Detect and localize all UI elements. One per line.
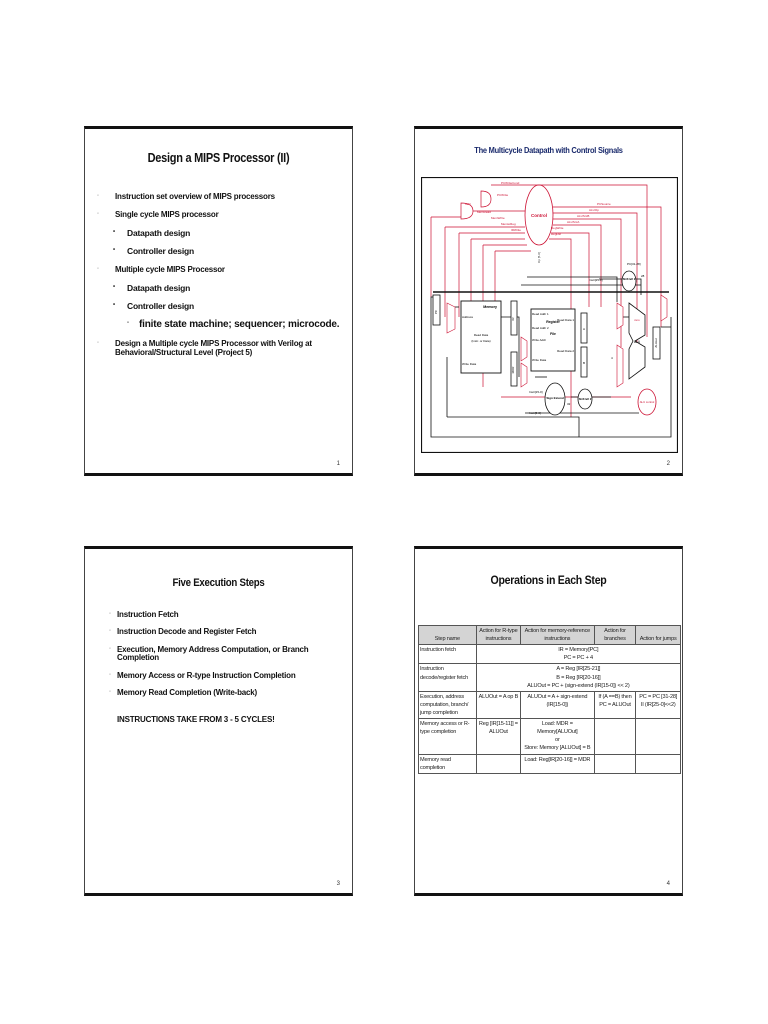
svg-text:Read Data 1: Read Data 1	[557, 318, 574, 322]
table-row	[419, 754, 681, 773]
svg-text:MemWrite: MemWrite	[491, 216, 505, 220]
bullet-icon: ◦	[97, 340, 99, 347]
table-row	[419, 645, 681, 664]
svg-text:32: 32	[567, 402, 571, 406]
slide-title: The Multicycle Datapath with Control Signals	[474, 145, 623, 155]
svg-text:B: B	[582, 361, 586, 365]
bullet-icon: •	[113, 228, 115, 235]
cycles-note: INSTRUCTIONS TAKE FROM 3 - 5 CYCLES!	[117, 715, 275, 725]
slide-1	[84, 126, 353, 476]
svg-text:Address: Address	[462, 315, 474, 319]
svg-text:Memory: Memory	[483, 305, 497, 309]
svg-text:Op [5-0]: Op [5-0]	[537, 252, 541, 263]
svg-text:ALU control: ALU control	[639, 400, 655, 404]
operations-table	[418, 625, 681, 774]
svg-text:Shift left 2: Shift left 2	[622, 278, 636, 281]
svg-text:RegWrite: RegWrite	[551, 226, 564, 230]
b-register	[581, 347, 587, 377]
bullet-item: • Controller design	[113, 300, 194, 311]
slide-title: Operations in Each Step	[490, 573, 607, 587]
svg-text:Write Data: Write Data	[532, 358, 547, 362]
svg-text:ALU: ALU	[633, 340, 641, 344]
step-name: Instruction fetch	[419, 645, 477, 664]
page-number: 1	[336, 461, 340, 467]
svg-text:MDR: MDR	[511, 366, 515, 374]
bullet-icon: •	[113, 283, 115, 290]
step-name: Execution, address computation, branch/ jump completion	[419, 691, 477, 718]
bullet-icon: ◦	[97, 265, 99, 272]
aluout-register	[653, 327, 660, 359]
branch-action	[594, 754, 636, 773]
svg-text:PCSource: PCSource	[597, 202, 611, 206]
bullet-icon: ◦	[97, 210, 99, 217]
bullet-item: • Datapath design	[113, 282, 191, 293]
slide-2	[414, 126, 683, 476]
regdst-mux	[521, 337, 527, 361]
svg-text:4: 4	[611, 356, 613, 360]
svg-text:Read Data: Read Data	[473, 333, 489, 337]
step-name: Memory access or R-type completion	[419, 719, 477, 754]
bullet-item: ◦ Instruction Decode and Register Fetch	[109, 627, 257, 637]
shared-action: IR = Memory[PC] PC = PC + 4	[476, 645, 680, 664]
svg-text:Shift left 2: Shift left 2	[578, 398, 592, 401]
bullet-icon: ◦	[109, 671, 111, 678]
bullet-icon: •	[113, 301, 115, 308]
alusrca-mux	[617, 303, 623, 329]
svg-text:A: A	[582, 327, 586, 331]
bullet-item: ◦ Single cycle MIPS processor	[97, 209, 219, 219]
svg-text:Write Addr: Write Addr	[532, 338, 546, 342]
svg-text:Instr[25-0]: Instr[25-0]	[589, 278, 603, 282]
bullet-list	[97, 193, 344, 367]
column-header: Action for branches	[594, 626, 636, 645]
table-row	[419, 664, 681, 691]
svg-text:Sign Extend: Sign Extend	[546, 396, 564, 400]
svg-text:Read Addr 1: Read Addr 1	[532, 312, 549, 316]
rtype-action	[476, 754, 521, 773]
svg-text:ALUSrcA: ALUSrcA	[567, 220, 580, 224]
bullet-icon: ◦	[109, 688, 111, 695]
bullet-icon: ◦	[97, 193, 99, 199]
mem-action: Load: Reg[IR[20-16]] = MDR	[521, 754, 594, 773]
svg-text:MemRead: MemRead	[477, 210, 491, 214]
svg-text:Register: Register	[546, 320, 560, 324]
shared-action: A = Reg [IR[25-21]] B = Reg [IR[20-16]] ALUOut = PC + (sign-extend (IR[15-0]) << 2)	[476, 664, 680, 691]
column-header: Step name	[419, 626, 477, 645]
memtoreg-mux	[521, 363, 527, 387]
rtype-action: ALUOut = A op B	[476, 691, 521, 718]
pc-register	[433, 295, 440, 325]
column-header: Action for memory-reference instructions	[521, 626, 594, 645]
page-number: 4	[666, 881, 670, 887]
bullet-icon: ◦	[109, 611, 111, 617]
bullet-item: ◦ Design a Multiple cycle MIPS Processor with Verilog at Behavioral/Structural Level (Project 5)	[97, 339, 312, 357]
branch-action	[594, 719, 636, 754]
page-number: 3	[336, 881, 340, 887]
svg-text:RegDst: RegDst	[551, 232, 562, 236]
jump-action: PC = PC [31-28] II (IR[25-0]<<2)	[636, 691, 681, 718]
ir-register	[511, 301, 517, 335]
svg-text:PC[31-28]: PC[31-28]	[627, 262, 641, 266]
bullet-list	[109, 611, 344, 724]
bullet-item: • Datapath design	[113, 227, 191, 238]
column-header: Action for R-type instructions	[476, 626, 521, 645]
slide-title: Five Execution Steps	[172, 577, 265, 589]
svg-text:Read Data 2: Read Data 2	[557, 349, 574, 353]
shift-left-2-bottom	[578, 389, 592, 409]
step-name: Memory read completion	[419, 754, 477, 773]
jump-action	[636, 719, 681, 754]
svg-text:ALUout: ALUout	[654, 338, 658, 348]
step-name: Instruction decode/register fetch	[419, 664, 477, 691]
slide-4	[414, 546, 683, 896]
bullet-item: ◦ Instruction set overview of MIPS processors	[97, 192, 275, 201]
multicycle-datapath-diagram	[421, 177, 678, 453]
svg-text:PCWrite: PCWrite	[497, 193, 509, 197]
mem-action: ALUOut = A + sign-extend (IR[15-0])	[521, 691, 594, 718]
jump-action	[636, 754, 681, 773]
pcsource-mux	[661, 295, 667, 321]
svg-text:IR: IR	[511, 317, 515, 321]
rtype-action: Reg [IR[15-11]] = ALUOut	[476, 719, 521, 754]
bullet-icon: ◦	[109, 645, 111, 652]
svg-text:PC: PC	[434, 309, 438, 315]
bullet-icon: •	[113, 247, 115, 254]
address-mux	[447, 303, 455, 333]
table-header-row	[419, 626, 681, 645]
dash-icon: -	[127, 320, 129, 327]
bullet-item: ◦ Instruction Fetch	[109, 610, 179, 619]
svg-text:File: File	[550, 332, 556, 336]
svg-text:Write Data: Write Data	[462, 362, 477, 366]
bullet-item: - finite state machine; sequencer; microcode.	[127, 319, 340, 331]
svg-text:Control: Control	[531, 213, 547, 218]
svg-text:IRWrite: IRWrite	[511, 228, 521, 232]
column-header: Action for jumps	[636, 626, 681, 645]
alu-control-block	[638, 389, 656, 415]
table-row	[419, 719, 681, 754]
slide-3	[84, 546, 353, 896]
slide-title: Design a MIPS Processor (II)	[147, 151, 290, 165]
bullet-item: • Controller design	[113, 246, 194, 257]
register-file-block	[531, 309, 575, 371]
bullet-item: ◦ Memory Access or R-type Instruction Completion	[109, 670, 296, 680]
bullet-item: ◦ Multiple cycle MIPS Processor	[97, 264, 225, 274]
svg-text:28: 28	[641, 274, 645, 278]
a-register	[581, 313, 587, 343]
svg-text:ALUSrcB: ALUSrcB	[577, 214, 590, 218]
mem-action: Load: MDR = Memory[ALUOut] or Store: Memory [ALUOut] = B	[521, 719, 594, 754]
mdr-register	[511, 352, 517, 386]
svg-text:MemtoReg: MemtoReg	[501, 222, 516, 226]
bullet-icon: ◦	[109, 628, 111, 635]
svg-text:Read Addr 2: Read Addr 2	[532, 326, 549, 330]
svg-text:Instr[15-0]: Instr[15-0]	[529, 390, 543, 394]
svg-text:IorD: IorD	[465, 202, 471, 206]
memory-block	[461, 301, 501, 373]
alusrcb-mux	[617, 345, 623, 387]
bullet-item: ◦ Execution, Memory Address Computation, or Branch Completion	[109, 644, 309, 663]
svg-text:Instr[5-0]: Instr[5-0]	[529, 411, 541, 415]
branch-action: If (A ==B) then PC = ALUOut	[594, 691, 636, 718]
svg-text:zero: zero	[634, 318, 640, 322]
table-row	[419, 691, 681, 718]
svg-text:(Instr. or Data): (Instr. or Data)	[471, 339, 491, 343]
svg-text:ALUOp: ALUOp	[589, 208, 599, 212]
page-number: 2	[666, 461, 670, 467]
svg-text:PCWriteCond: PCWriteCond	[501, 181, 520, 185]
bullet-item: ◦ Memory Read Completion (Write-back)	[109, 687, 257, 697]
